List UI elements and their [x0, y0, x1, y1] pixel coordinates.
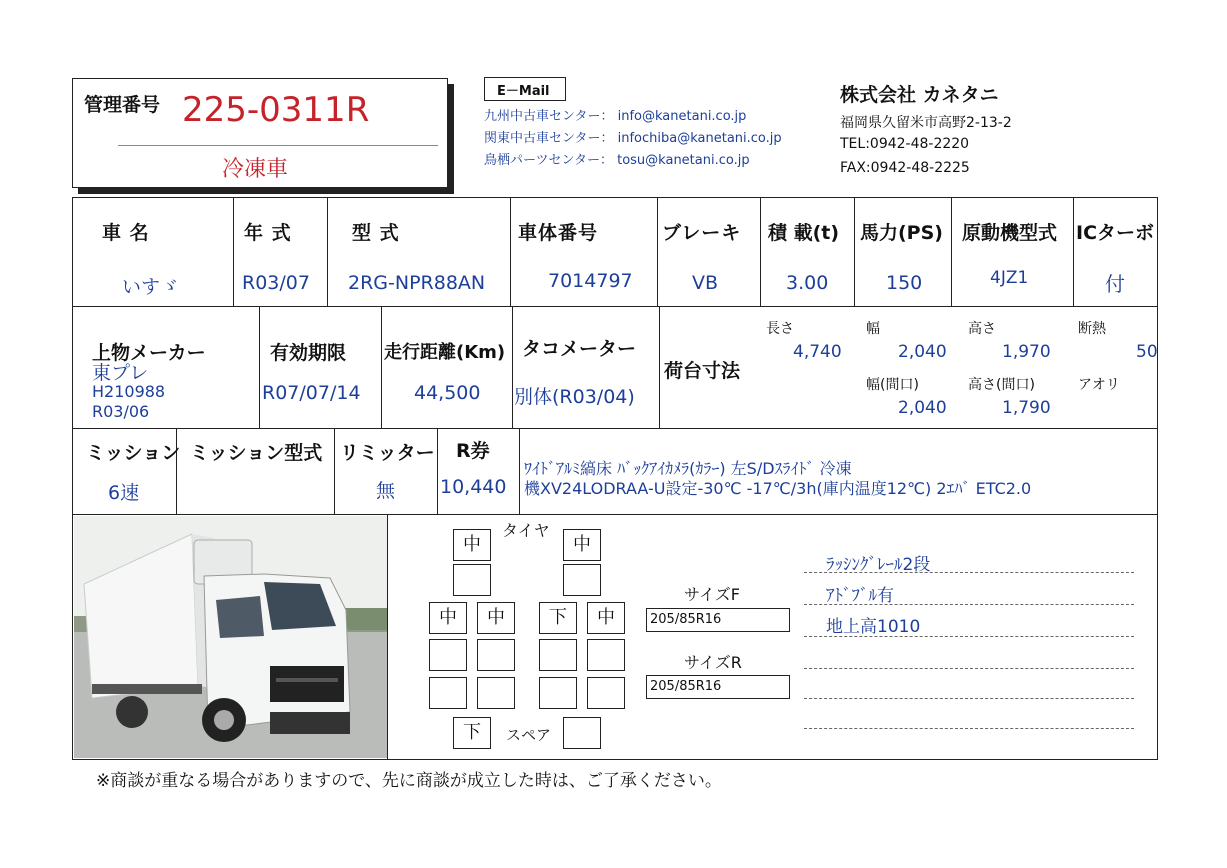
tire-blank [539, 639, 577, 671]
company-fax: FAX:0942-48-2225 [840, 160, 970, 176]
label-chassis: 車体番号 [518, 222, 599, 244]
company-address: 福岡県久留米市高野2-13-2 [840, 115, 1012, 131]
value-limiter: 無 [376, 480, 396, 502]
tire-blank [587, 639, 625, 671]
label-width-opening: 幅(間口) [866, 377, 919, 393]
note-2: ｱﾄﾞﾌﾞﾙ有 [826, 586, 894, 606]
note-line [804, 668, 1134, 669]
size-f-value: 205/85R16 [646, 608, 790, 632]
col-divider [437, 428, 438, 514]
col-divider [512, 306, 513, 428]
label-r-ken: R券 [456, 440, 490, 462]
col-divider [519, 428, 520, 514]
label-insulation: 断熱 [1078, 321, 1106, 337]
value-width: 2,040 [898, 342, 947, 362]
email-center: 関東中古車センター： [484, 131, 614, 146]
label-mission: ミッション [86, 442, 181, 464]
note-line [804, 728, 1134, 729]
label-mission-type: ミッション型式 [190, 442, 323, 464]
col-divider [657, 197, 658, 306]
tire-front-left: 中 [453, 529, 491, 561]
label-power: 馬力(PS) [860, 222, 943, 244]
note-line [804, 572, 1134, 573]
label-model: 型 式 [352, 222, 400, 244]
size-r-value: 205/85R16 [646, 675, 790, 699]
value-height-opening: 1,790 [1002, 398, 1051, 418]
note-line [804, 698, 1134, 699]
label-turbo: ICターボ [1076, 222, 1155, 244]
tire-front-left-blank [453, 564, 491, 596]
label-tacho: タコメーター [522, 338, 637, 360]
size-r-label: サイズR [684, 653, 742, 672]
tire-rear-inner-right: 下 [539, 602, 577, 634]
label-car-name: 車 名 [102, 222, 150, 244]
col-divider [510, 197, 511, 306]
photo-divider [387, 514, 388, 760]
col-divider [1073, 197, 1074, 306]
company-tel: TEL:0942-48-2220 [840, 136, 970, 152]
email-link[interactable]: info@kanetani.co.jp [617, 109, 747, 124]
label-limiter: リミッター [340, 442, 435, 464]
label-height-opening: 高さ(間口) [968, 377, 1035, 393]
value-expiry: R07/07/14 [262, 382, 361, 404]
value-body-maker-date: R03/06 [92, 402, 150, 421]
tire-blank [477, 639, 515, 671]
company-name: 株式会社 カネタニ [840, 84, 999, 106]
kanri-label: 管理番号 [84, 94, 161, 116]
kanri-number: 225-0311R [182, 90, 370, 130]
tire-rear-outer-left: 中 [429, 602, 467, 634]
label-expiry: 有効期限 [270, 342, 347, 364]
email-title: E－Mail [497, 84, 550, 99]
value-brake: VB [692, 272, 719, 294]
value-mission: 6速 [108, 482, 140, 504]
tire-title: タイヤ [502, 521, 550, 540]
tire-blank [429, 677, 467, 709]
value-chassis: 7014797 [548, 270, 633, 292]
note-3: 地上高1010 [826, 617, 921, 637]
col-divider [334, 428, 335, 514]
remarks-line-1: ﾜｲﾄﾞｱﾙﾐ縞床 ﾊﾞｯｸｱｲｶﾒﾗ(ｶﾗｰ) 左S/Dｽﾗｲﾄﾞ 冷凍 [524, 459, 852, 478]
value-mileage: 44,500 [414, 382, 481, 404]
email-row [484, 106, 782, 128]
email-link[interactable]: infochiba@kanetani.co.jp [617, 131, 782, 146]
col-divider [854, 197, 855, 306]
tire-spare: 下 [453, 717, 491, 749]
value-turbo: 付 [1105, 272, 1125, 296]
label-engine: 原動機型式 [962, 222, 1058, 244]
tire-blank [587, 677, 625, 709]
tire-front-right-blank [563, 564, 601, 596]
tire-front-right: 中 [563, 529, 601, 561]
value-r-ken: 10,440 [440, 476, 507, 498]
email-center: 九州中古車センター： [484, 109, 614, 124]
value-load: 3.00 [786, 272, 829, 294]
tire-rear-inner-left: 中 [477, 602, 515, 634]
value-length: 4,740 [793, 342, 842, 362]
row-divider [72, 306, 1158, 307]
truck-photo [74, 516, 388, 758]
label-cargo-size: 荷台寸法 [664, 360, 741, 382]
email-list [484, 106, 782, 172]
value-model: 2RG-NPR88AN [348, 272, 486, 294]
col-divider [381, 306, 382, 428]
col-divider [233, 197, 234, 306]
col-divider [659, 306, 660, 428]
row-divider [72, 428, 1158, 429]
value-height: 1,970 [1002, 342, 1051, 362]
label-mileage: 走行距離(Km) [384, 342, 506, 363]
email-center: 鳥栖パーツセンター： [484, 153, 613, 168]
value-body-maker: 東プレ [92, 362, 149, 384]
value-width-opening: 2,040 [898, 398, 947, 418]
note-line [804, 604, 1134, 605]
email-link[interactable]: tosu@kanetani.co.jp [617, 153, 750, 168]
tire-blank [539, 677, 577, 709]
label-height: 高さ [968, 321, 996, 337]
col-divider [760, 197, 761, 306]
tire-spare-blank [563, 717, 601, 749]
label-year: 年 式 [244, 222, 292, 244]
category-label: 冷凍車 [222, 157, 289, 182]
email-row [484, 150, 782, 172]
label-load: 積 載(t) [768, 222, 840, 244]
label-width: 幅 [866, 321, 880, 337]
remarks-line-2: 機XV24LODRAA-U設定-30℃ -17℃/3h(庫内温度12℃) 2ｴﾊﾞ ETC2.0 [524, 479, 1032, 498]
kanri-divider [118, 145, 438, 146]
label-length: 長さ [766, 321, 794, 337]
truck-image [74, 516, 388, 758]
note-line [804, 636, 1134, 637]
tire-blank [429, 639, 467, 671]
value-car-name: いすゞ [122, 276, 180, 298]
col-divider [951, 197, 952, 306]
size-f-label: サイズF [684, 585, 740, 604]
tire-rear-outer-right: 中 [587, 602, 625, 634]
value-power: 150 [886, 272, 923, 294]
spare-label: スペア [506, 726, 552, 744]
col-divider [327, 197, 328, 306]
footer-note: ※商談が重なる場合がありますので、先に商談が成立した時は、ご了承ください。 [96, 771, 722, 791]
col-divider [259, 306, 260, 428]
note-1: ﾗｯｼﾝｸﾞﾚｰﾙ2段 [826, 555, 931, 575]
value-insulation: 50 [1136, 342, 1158, 362]
tire-blank [477, 677, 515, 709]
value-body-maker-no: H210988 [92, 382, 166, 401]
value-engine: 4JZ1 [990, 268, 1029, 288]
label-brake: ブレーキ [662, 222, 742, 244]
value-tacho: 別体(R03/04) [514, 386, 635, 408]
value-year: R03/07 [242, 272, 310, 294]
label-aori: アオリ [1078, 377, 1120, 393]
label-body-maker: 上物メーカー [92, 342, 206, 364]
row-divider [72, 514, 1158, 515]
email-row [484, 128, 782, 150]
